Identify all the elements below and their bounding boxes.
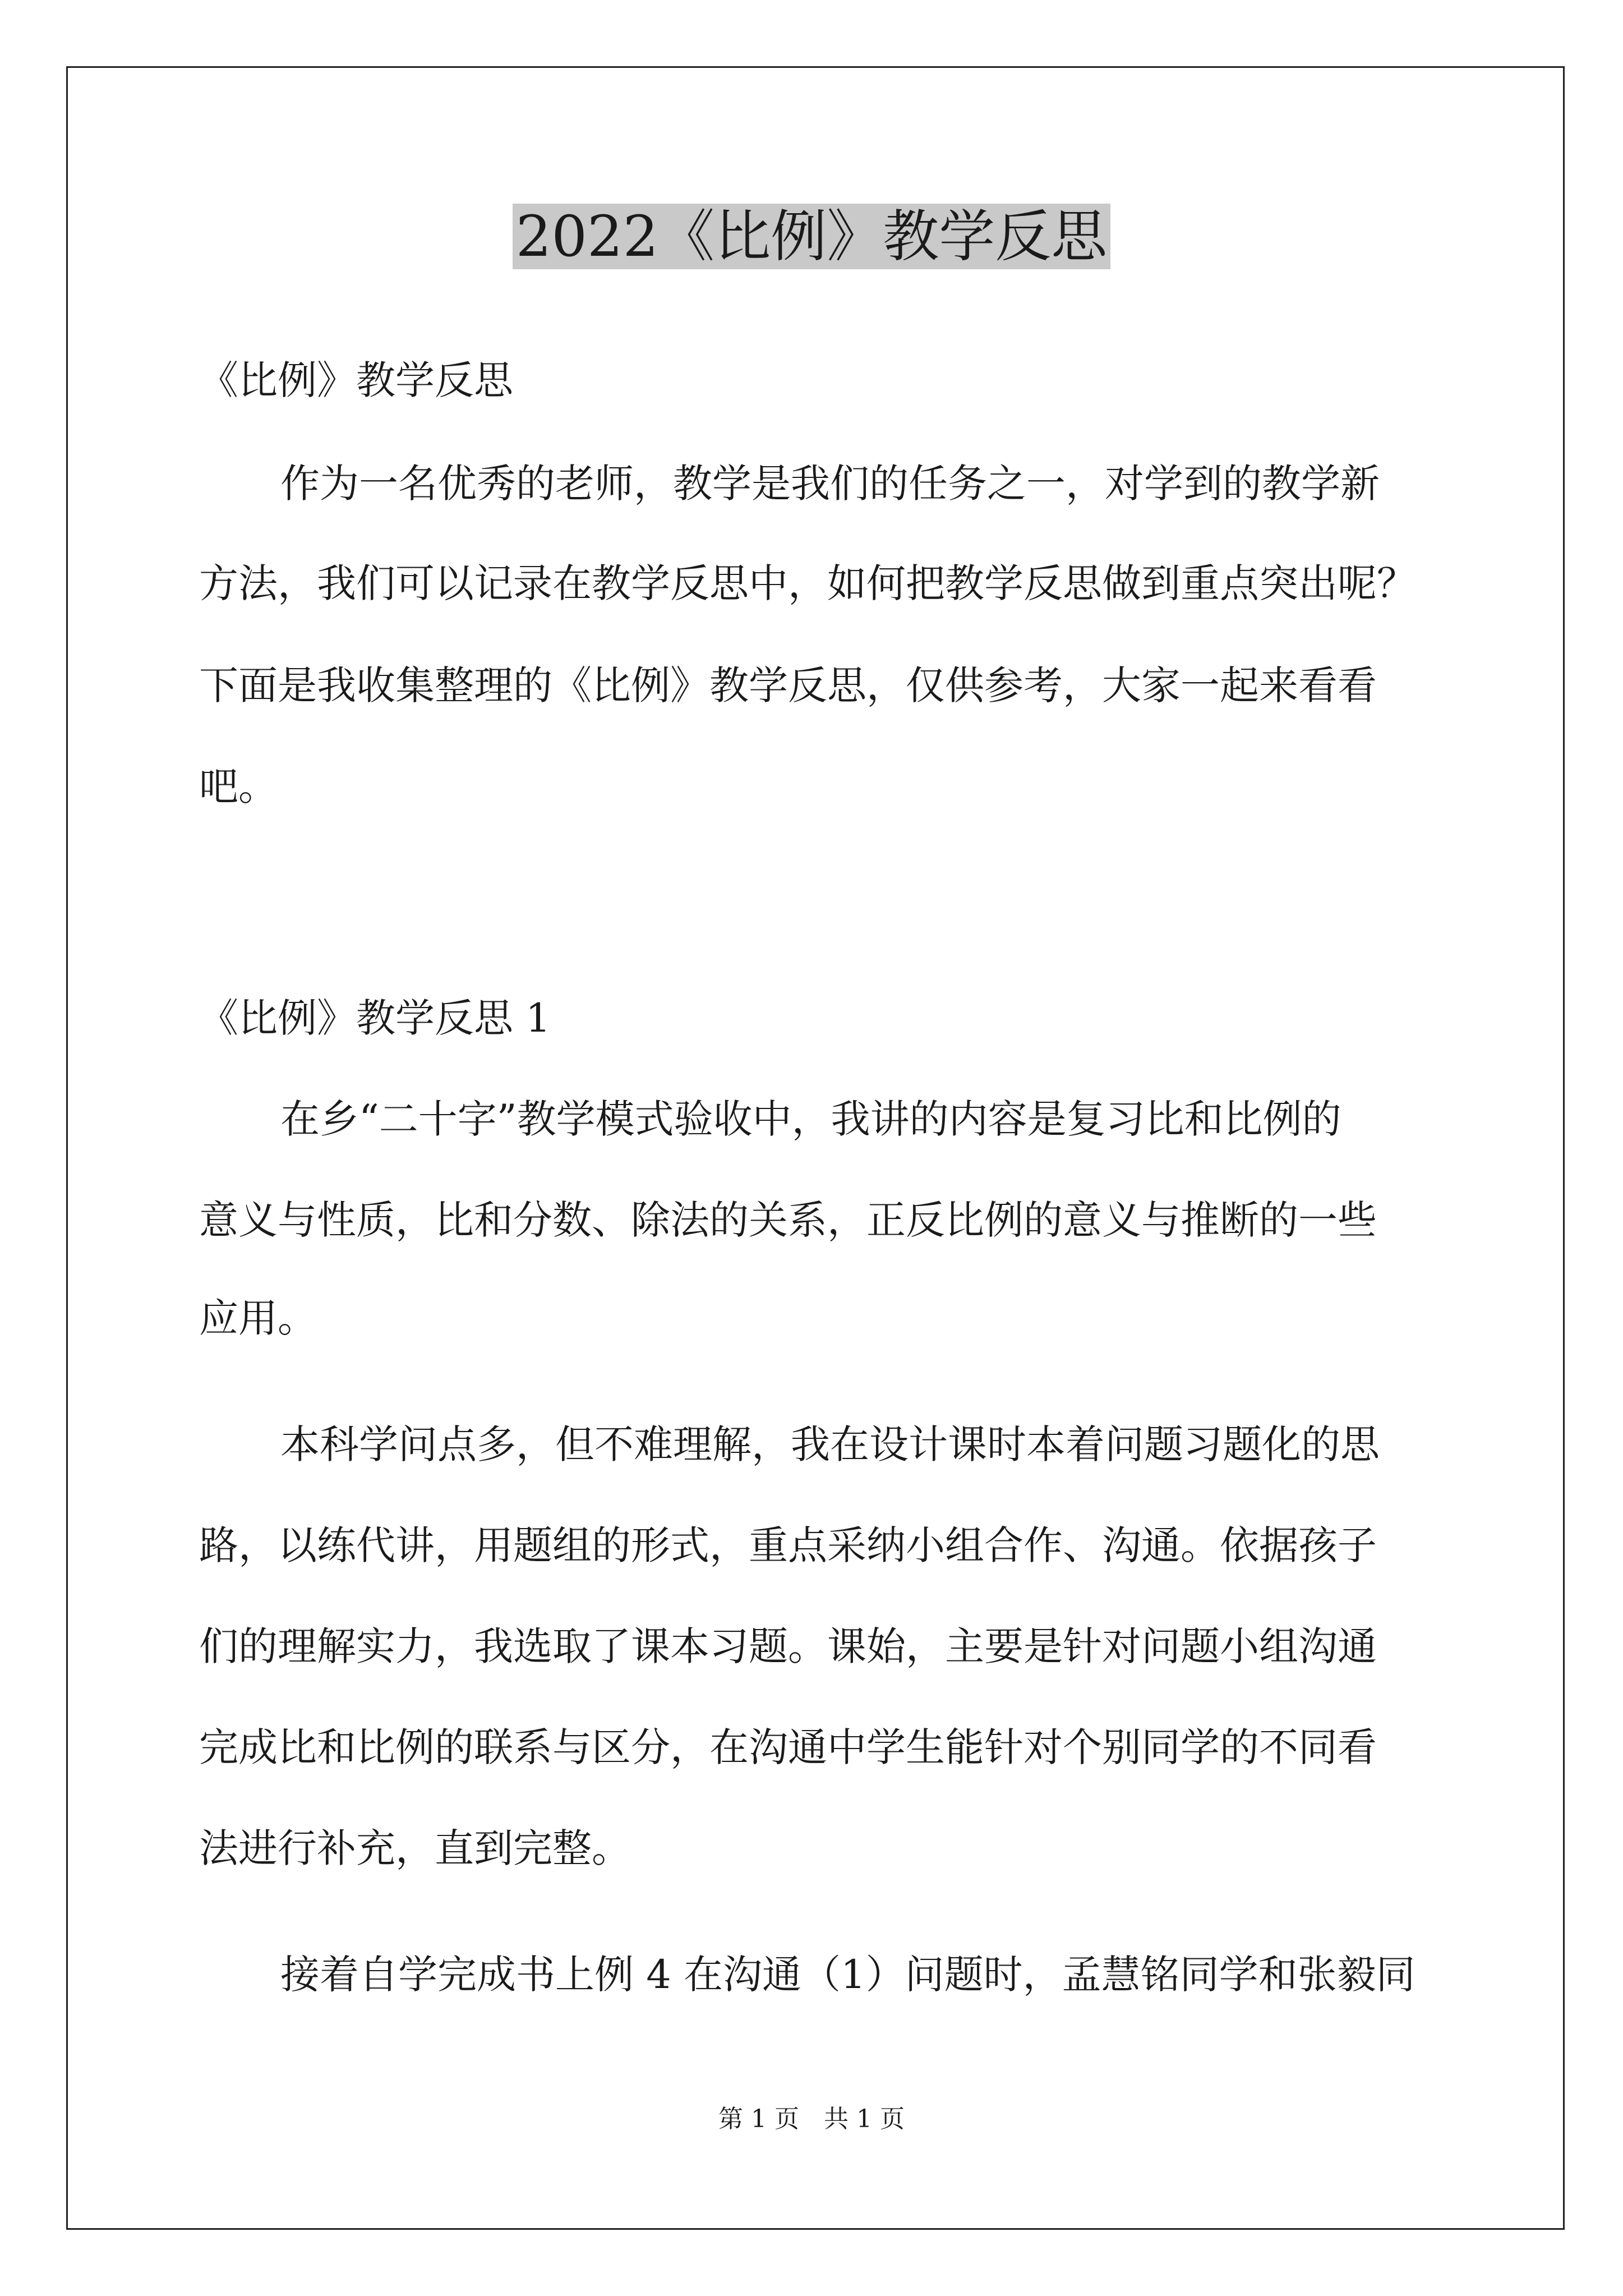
- paragraph2-line-5: 法进行补充，直到完整。: [199, 1825, 631, 1871]
- paragraph2-line-2: 路，以练代讲，用题组的形式，重点采纳小组合作、沟通。依据孩子: [199, 1522, 1377, 1568]
- intro-line-1: 作为一名优秀的老师，教学是我们的任务之一，对学到的教学新: [280, 461, 1380, 507]
- paragraph3-line-1: 接着自学完成书上例 4 在沟通（1）问题时，孟慧铭同学和张毅同: [280, 1952, 1415, 1998]
- paragraph2-line-1: 本科学问点多，但不难理解，我在设计课时本着问题习题化的思: [280, 1421, 1380, 1467]
- intro-line-2: 方法，我们可以记录在教学反思中，如何把教学反思做到重点突出呢？: [199, 560, 1416, 606]
- page-footer: 第 1 页 共 1 页: [718, 2105, 905, 2133]
- section-heading: 《比例》教学反思 1: [199, 995, 551, 1041]
- paragraph2-line-3: 们的理解实力，我选取了课本习题。课始，主要是针对问题小组沟通: [199, 1623, 1377, 1669]
- document-title: [0, 197, 1623, 276]
- paragraph2-line-4: 完成比和比例的联系与区分，在沟通中学生能针对个别同学的不同看: [199, 1724, 1377, 1770]
- paragraph1-line-3: 应用。: [199, 1295, 317, 1341]
- intro-line-3: 下面是我收集整理的《比例》教学反思，仅供参考，大家一起来看看: [199, 662, 1377, 708]
- intro-line-4: 吧。: [199, 763, 278, 809]
- paragraph1-line-2: 意义与性质，比和分数、除法的关系，正反比例的意义与推断的一些: [199, 1197, 1377, 1243]
- subtitle: 《比例》教学反思: [199, 357, 513, 403]
- document-title-text: 2022《比例》教学反思: [513, 204, 1111, 269]
- paragraph1-line-1: 在乡“二十字”教学模式验收中，我讲的内容是复习比和比例的: [280, 1096, 1341, 1142]
